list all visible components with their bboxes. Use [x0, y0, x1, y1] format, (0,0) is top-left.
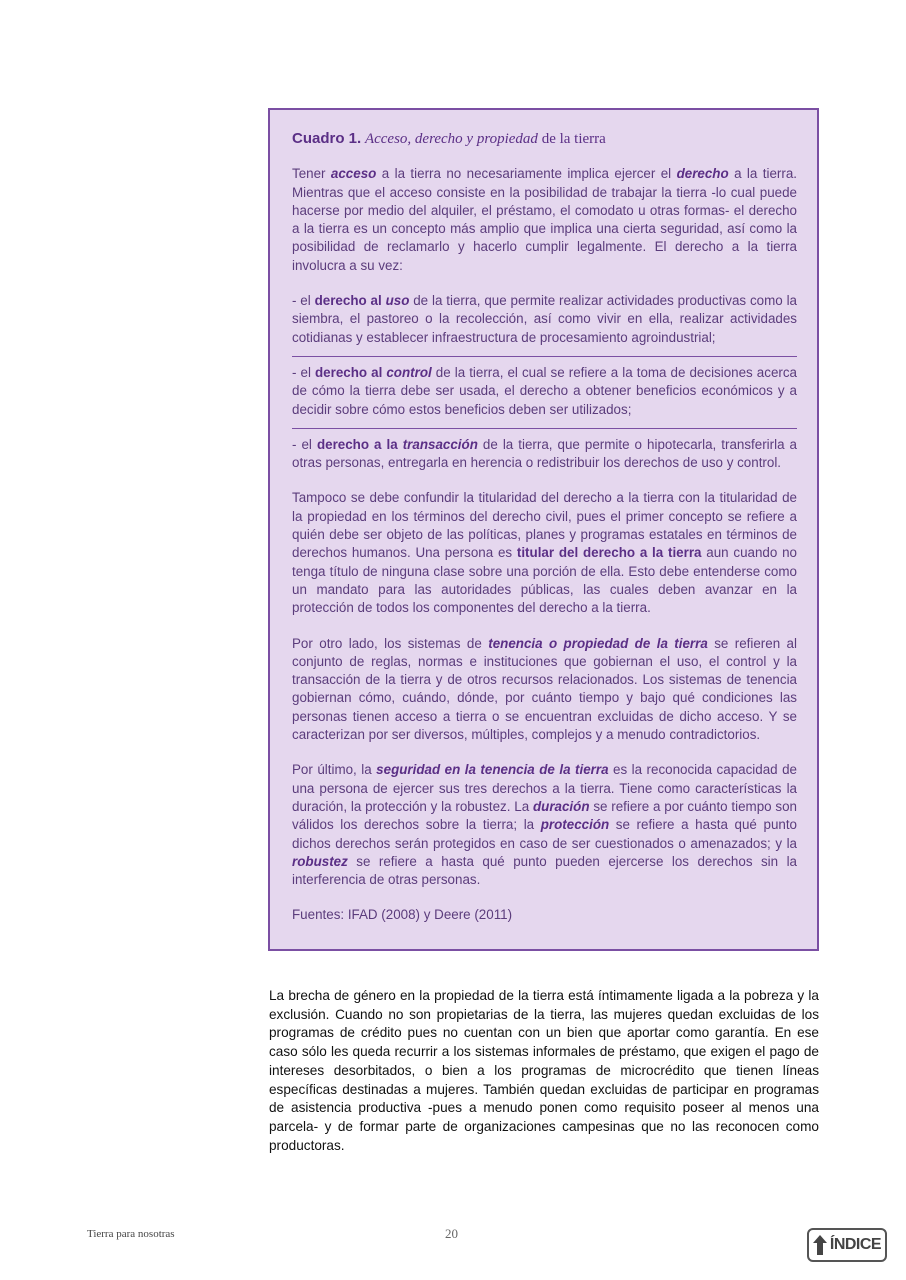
- paragraph-text: se refieren al conjunto de reglas, normas e instituciones que gobiernan el uso, el control y la transacción de la tierra y de otros recursos relacionados. Los sistemas de tenencia gobiernan cómo, cuándo, dónde, por cuánto tiempo y bajo qué condiciones las personas tienen acceso a tierra o se encuentran excluidas de dicho acceso. Y se caracterizan por ser diversos, múltiples, complejos y a menudo contradictorios.: [292, 635, 797, 743]
- emphasis-text: derecho: [676, 166, 729, 182]
- body-paragraph: La brecha de género en la propiedad de la tierra está íntimamente ligada a la pobreza y la exclusión. Cuando no son propietarias de la tierra, las mujeres quedan excluidas de los programas de crédito pues no cuentan con un bien que aportar como garantía. En ese caso sólo les queda recurrir a los sistemas informales de préstamo, que exigen el pago de intereses desorbitados, o bien a los programas de microcrédito que tienen líneas específicas destinadas a mujeres. También quedan excluidas de participar en programas de asistencia productiva -pues a menudo ponen como requisito poseer al menos una parcela- y de formar parte de organizaciones campesinas que no las reconocen como productoras.: [269, 988, 819, 1153]
- box-paragraph: [292, 165, 797, 275]
- emphasis-text: titular del derecho a la tierra: [516, 545, 702, 561]
- emphasis-text: robustez: [292, 853, 348, 869]
- emphasis-text: transacción: [402, 436, 478, 452]
- box-title-italic: Acceso, derecho y propiedad: [364, 131, 538, 147]
- box-paragraph: [292, 761, 797, 889]
- paragraph-text: - el: [292, 364, 315, 380]
- emphasis-text: uso: [385, 293, 410, 309]
- paragraph-text: - el: [292, 293, 315, 309]
- emphasis-text: derecho al: [314, 364, 387, 380]
- paragraph-text: Fuentes: IFAD (2008) y Deere (2011): [292, 907, 513, 923]
- paragraph-text: a la tierra no necesariamente implica ejercer el: [376, 166, 677, 182]
- emphasis-text: seguridad en la tenencia de la tierra: [376, 762, 609, 778]
- box-paragraph: [292, 906, 797, 924]
- emphasis-text: duración: [532, 798, 590, 814]
- paragraph-text: Por otro lado, los sistemas de: [292, 635, 489, 651]
- paragraph-text: se refiere a hasta qué punto dichos derechos serán protegidos en caso de ser cuestionados o amenazados; y la: [292, 817, 797, 851]
- arrow-up-icon: [813, 1235, 827, 1255]
- index-button-label: ÍNDICE: [829, 1236, 882, 1253]
- box-paragraph: [292, 436, 797, 473]
- paragraph-text: aun cuando no tenga título de ninguna clase sobre una porción de ella. Esto debe entenderse como un mandato para las autoridades públicas, las cuales deben avanzar en la protección de todos los componentes del derecho a la tierra.: [292, 545, 797, 616]
- divider: [292, 428, 797, 429]
- paragraph-text: a la tierra. Mientras que el acceso consiste en la posibilidad de trabajar la tierra -lo cual puede hacerse por medio del alquiler, el préstamo, el comodato u otras formas- el derecho a la tierra es un concepto más amplio que implica una cierta seguridad, así como la posibilidad de reclamarlo y hacerlo cumplir legalmente. El derecho a la tierra involucra a su vez:: [292, 166, 797, 273]
- paragraph-text: - el: [292, 436, 317, 452]
- paragraph-text: de la tierra, que permite o hipotecarla, transferirla a otras personas, entregarla en herencia o redistribuir los derechos de uso y control.: [292, 436, 797, 471]
- emphasis-text: derecho a la: [316, 436, 403, 452]
- box-paragraph: [292, 489, 797, 617]
- page-number: 20: [445, 1226, 458, 1241]
- box-title: [292, 130, 797, 148]
- paragraph-text: de la tierra, que permite realizar actividades productivas como la siembra, el pastoreo o la recolección, así como vivir en ella, realizar actividades cotidianas y establecer infraestructura de procesamiento agroindustrial;: [292, 293, 797, 345]
- box-paragraph: [292, 635, 797, 745]
- emphasis-text: tenencia o propiedad de la tierra: [488, 635, 708, 651]
- box-title-rest: de la tierra: [541, 131, 606, 147]
- box-paragraph: [292, 292, 797, 347]
- paragraph-text: es la reconocida capacidad de una persona de ejercer sus tres derechos a la tierra. Tiene como características la duración, la protección y la robustez. La: [292, 762, 797, 814]
- emphasis-text: protección: [540, 817, 610, 833]
- emphasis-text: control: [386, 364, 432, 380]
- paragraph-text: Tener: [292, 166, 331, 182]
- emphasis-text: acceso: [330, 166, 377, 182]
- paragraph-text: Tampoco se debe confundir la titularidad del derecho a la tierra con la titularidad de la propiedad en los términos del derecho civil, pues el primer concepto se refiere a quién debe ser objeto de las políticas, planes y programas estatales en términos de derechos humanos. Una persona es: [292, 490, 797, 561]
- index-button[interactable]: [807, 1228, 887, 1262]
- paragraph-text: se refiere a por cuánto tiempo son válidos los derechos sobre la tierra; la: [292, 798, 797, 833]
- paragraph-text: se refiere a hasta qué punto pueden ejercerse los derechos sin la interferencia de otras personas.: [292, 853, 797, 888]
- box-title-label: Cuadro 1.: [292, 130, 362, 147]
- footer-title: Tierra para nosotras: [87, 1228, 175, 1240]
- paragraph-text: de la tierra, el cual se refiere a la toma de decisiones acerca de cómo la tierra debe ser usada, el derecho a obtener beneficios económicos y a decidir sobre cómo estos beneficios deben ser utilizados;: [292, 364, 797, 417]
- paragraph-text: Por último, la: [292, 762, 377, 778]
- box-paragraph: [292, 364, 797, 419]
- box-content: [292, 130, 797, 942]
- cuadro-1-box: [268, 108, 819, 951]
- divider: [292, 356, 797, 357]
- emphasis-text: derecho al: [314, 293, 386, 309]
